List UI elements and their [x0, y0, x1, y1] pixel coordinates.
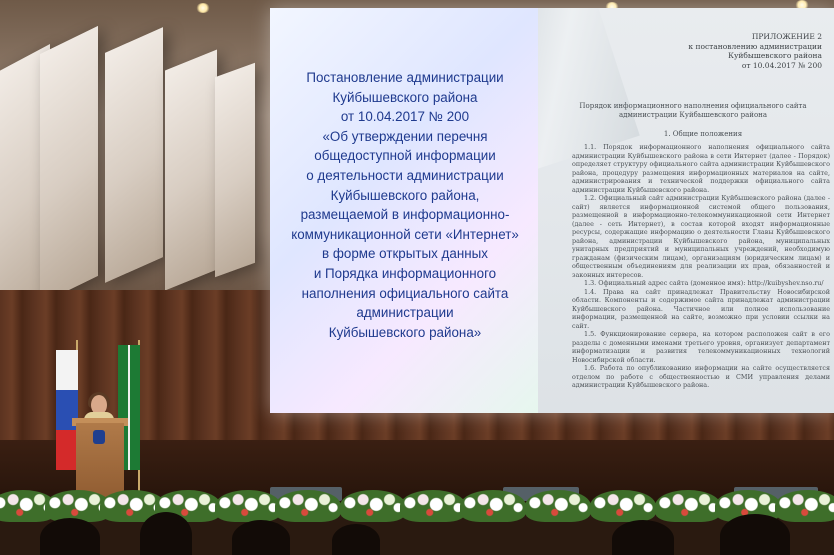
- document-header-line: ПРИЛОЖЕНИЕ 2: [751, 32, 822, 41]
- flower-row: [0, 490, 834, 530]
- flower-bouquet: [775, 490, 834, 522]
- slide-title-line: Куйбышевского района: [332, 89, 478, 105]
- russian-flag: [56, 350, 78, 470]
- slide-left-panel: [270, 8, 538, 413]
- slide-title-line: администрации: [356, 305, 454, 321]
- flower-bouquet: [400, 490, 466, 522]
- document-paragraph: 1.4. Права на сайт принадлежат Правительству Новосибирской области. Компоненты и содержимое сайта принадлежат администрации Куйбышевского района. Частичное или полное использование информации, размещенной на сайте, возможно при условии ссылки на сайт.: [572, 287, 830, 330]
- flower-bouquet: [460, 490, 526, 522]
- document-paragraph: 1.5. Функционирование сервера, на котором расположен сайт в его разделы с доменными именами третьего уровня, организует департамент информатизации и развития телекоммуникационных технологий Новосибирской области.: [572, 330, 830, 364]
- slide-title-line: и Порядка информационного: [313, 265, 497, 281]
- flower-bouquet: [655, 490, 721, 522]
- document-body: [572, 143, 830, 409]
- document-section: 1. Общие положения: [663, 130, 743, 138]
- slide-title-line: размещаемой в информационно-: [300, 207, 510, 223]
- document-title: [558, 102, 828, 120]
- audience-head: [720, 514, 790, 555]
- ceiling-panel: [105, 27, 163, 283]
- document-paragraph: 1.2. Официальный сайт администрации Куйбышевского района (далее - сайт) является информационной системой общего пользования, размещенной в информационно-телекоммуникационной сети Интернет (далее - сеть Интернет), в состав которой входят информационные ресурсы, содержащие информацию о деятельности Главы Куйбышевского района, администрации Куйбышевского района, муниципальных унитарных предприятий и муниципальных учреждений, необходимую гражданам (физическим лицам), организациям (юридическим лицам) и общественным объединениям для реализации их прав, обязанностей и законных интересов.: [572, 194, 830, 279]
- slide-title-line: в форме открытых данных: [322, 246, 488, 262]
- slide-title-line: «Об утверждении перечня: [322, 128, 488, 144]
- coat-of-arms-emblem: [93, 430, 105, 444]
- slide-title-line: Куйбышевского района»: [328, 324, 482, 340]
- audience-head: [40, 518, 100, 555]
- slide-title-line: наполнения официального сайта: [301, 285, 509, 301]
- document-header: [648, 32, 822, 70]
- slide-title-line: Постановление администрации: [306, 70, 504, 85]
- audience-head: [612, 520, 674, 555]
- document-paragraph: 1.1. Порядок информационного наполнения официального сайта администрации Куйбышевского района в сети Интернет (далее - Порядок) определяет структуру официального сайта администрации Куйбышевского района, процедуру размещения информационных материалов на сайте, администрирования и технической поддержки официального сайта администрации Куйбышевского района.: [572, 143, 830, 194]
- audience-head: [232, 520, 290, 555]
- ceiling-panel: [40, 26, 98, 304]
- slide-title-line: от 10.04.2017 № 200: [340, 109, 470, 125]
- slide-title-line: Куйбышевского района,: [330, 187, 480, 203]
- audience-head: [140, 512, 192, 555]
- slide-title-line: коммуникационной сети «Интернет»: [291, 226, 519, 242]
- audience-head: [332, 524, 380, 555]
- document-title-line: администрации Куйбышевского района: [619, 111, 767, 119]
- document-header-line: от 10.04.2017 № 200: [741, 60, 822, 70]
- projection-screen: [270, 8, 834, 413]
- document-paragraph: 1.6. Работа по опубликованию информации на сайте осуществляется отделом по работе с общественностью и СМИ управления делами администрации Куйбышевского района.: [572, 364, 830, 389]
- document-header-line: к постановлению администрации: [688, 41, 822, 51]
- ceiling-light: [196, 3, 210, 13]
- ceiling-panel: [165, 49, 217, 290]
- document-paragraph: 1.3. Официальный адрес сайта (доменное имя): http://kuibyshev.nso.ru/: [584, 279, 824, 287]
- flower-bouquet: [275, 490, 341, 522]
- document-title-line: Порядок информационного наполнения официального сайта: [579, 102, 807, 110]
- flower-bouquet: [340, 490, 406, 522]
- slide-title-line: общедоступной информации: [314, 148, 496, 164]
- document-page: [538, 8, 834, 413]
- slide-title: [280, 68, 530, 342]
- flower-bouquet: [215, 490, 281, 522]
- slide-title-line: о деятельности администрации: [306, 167, 504, 183]
- flower-bouquet: [590, 490, 656, 522]
- ceiling-panel: [215, 63, 255, 278]
- document-header-line: Куйбышевского района: [728, 51, 822, 60]
- flower-bouquet: [525, 490, 591, 522]
